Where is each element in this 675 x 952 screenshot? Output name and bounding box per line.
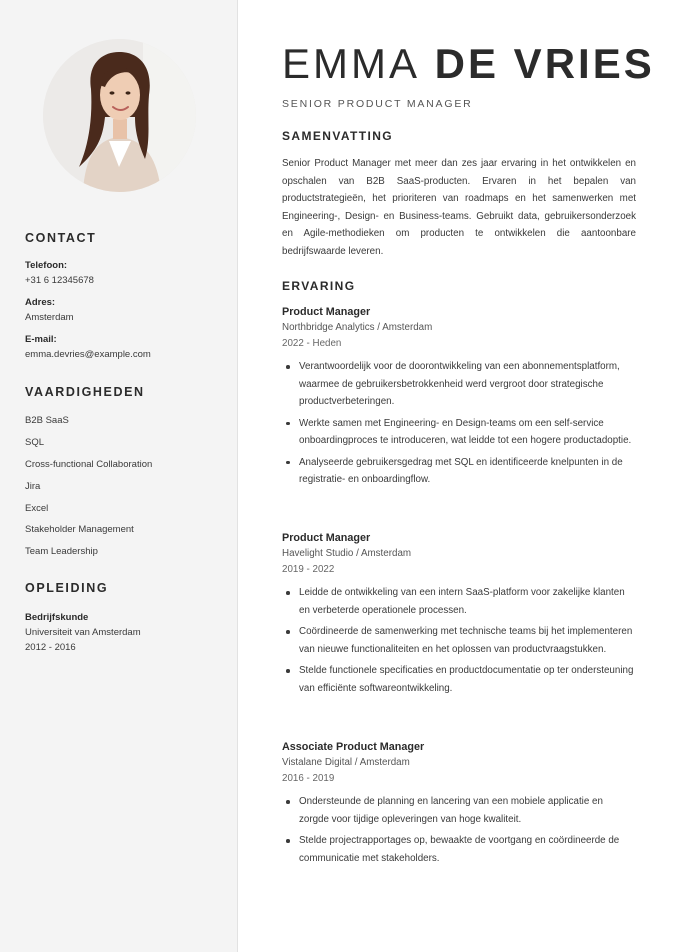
job-bullets bbox=[282, 793, 636, 867]
education-school: Universiteit van Amsterdam bbox=[25, 627, 141, 638]
job-bullets bbox=[282, 584, 636, 697]
job-bullets bbox=[282, 358, 636, 489]
skill-item: Team Leadership bbox=[25, 546, 98, 558]
education-section bbox=[25, 581, 225, 655]
job-company: Havelight Studio / Amsterdam bbox=[282, 548, 412, 559]
skill-item: SQL bbox=[25, 436, 45, 448]
portrait-photo-icon bbox=[43, 39, 196, 192]
job-role: SENIOR PRODUCT MANAGER bbox=[282, 98, 473, 110]
job-company: Northbridge Analytics / Amsterdam bbox=[282, 322, 433, 333]
email-label: E-mail: bbox=[25, 334, 57, 345]
profile-photo bbox=[43, 39, 196, 192]
person-name bbox=[282, 40, 655, 88]
education-degree: Bedrijfskunde bbox=[25, 612, 89, 623]
job-title: Product Manager bbox=[282, 532, 371, 544]
phone-label: Telefoon: bbox=[25, 260, 68, 271]
skills-section bbox=[25, 385, 225, 567]
address-label: Adres: bbox=[25, 297, 56, 308]
job-dates: 2022 - Heden bbox=[282, 338, 342, 349]
job-bullet: Coördineerde de samenwerking met technische teams bij het implementeren van nieuwe functionaliteiten en het oplossen van productvraagstukken. bbox=[282, 623, 634, 658]
education-heading: OPLEIDING bbox=[25, 581, 109, 595]
contact-address bbox=[25, 297, 225, 323]
job-title: Associate Product Manager bbox=[282, 741, 425, 753]
contact-phone bbox=[25, 260, 225, 286]
contact-section bbox=[25, 231, 225, 371]
skill-item: Jira bbox=[25, 480, 41, 492]
education-years: 2012 - 2016 bbox=[25, 642, 76, 653]
job-bullet: Stelde functionele specificaties en productdocumentatie op ter ondersteuning van efficiënte softwareontwikkeling. bbox=[282, 662, 634, 697]
job-title: Product Manager bbox=[282, 306, 371, 318]
job-bullet: Ondersteunde de planning en lancering van een mobiele applicatie en zorgde voor tijdige opleveringen van hoge kwaliteit. bbox=[282, 793, 634, 828]
job-company: Vistalane Digital / Amsterdam bbox=[282, 757, 410, 768]
first-name: EMMA bbox=[282, 40, 420, 87]
skills-heading: VAARDIGHEDEN bbox=[25, 385, 145, 399]
summary-heading: SAMENVATTING bbox=[282, 129, 394, 143]
experience-heading: ERVARING bbox=[282, 279, 356, 293]
last-name: DE VRIES bbox=[434, 40, 655, 87]
job-dates: 2016 - 2019 bbox=[282, 773, 335, 784]
summary-text: Senior Product Manager met meer dan zes jaar ervaring in het ontwikkelen en opschalen van B2B SaaS-producten. Ervaren in het bepalen van productstrategieën, het prioriteren van roadmaps en het samenwerken met Engineering-, Design- en Business-teams. Gebruikt data, gebruikersonderzoek en Agile-methodieken om producten te ontwikkelen die aantoonbare bedrijfswaarde leveren. bbox=[282, 158, 636, 257]
job-bullet: Analyseerde gebruikersgedrag met SQL en identificeerde knelpunten in de registratie- en onboardingflow. bbox=[282, 454, 634, 489]
job-bullet: Leidde de ontwikkeling van een intern SaaS-platform voor zakelijke klanten en verbeterde operationele processen. bbox=[282, 584, 634, 619]
job-entry bbox=[282, 306, 636, 493]
email-value[interactable]: emma.devries@example.com bbox=[25, 349, 151, 360]
address-value: Amsterdam bbox=[25, 312, 74, 323]
contact-heading: CONTACT bbox=[25, 231, 97, 245]
job-bullet: Stelde projectrapportages op, bewaakte de voortgang en coördineerde de communicatie met stakeholders. bbox=[282, 832, 634, 867]
skill-item: Excel bbox=[25, 502, 49, 514]
skill-item: Cross-functional Collaboration bbox=[25, 458, 153, 470]
job-dates: 2019 - 2022 bbox=[282, 564, 335, 575]
sidebar bbox=[0, 0, 238, 952]
job-bullet: Werkte samen met Engineering- en Design-teams om een self-service onboardingproces te introduceren, wat leidde tot een hogere productadoptie. bbox=[282, 415, 634, 450]
phone-value: +31 6 12345678 bbox=[25, 275, 94, 286]
contact-email bbox=[25, 334, 225, 360]
skill-item: B2B SaaS bbox=[25, 415, 69, 426]
job-entry bbox=[282, 532, 636, 701]
job-bullet: Verantwoordelijk voor de doorontwikkeling van een abonnementsplatform, waarmee de gebruikersbetrokkenheid werd vergroot door strategische productverbeteringen. bbox=[282, 358, 634, 411]
skill-item: Stakeholder Management bbox=[25, 524, 134, 536]
job-entry bbox=[282, 741, 636, 871]
